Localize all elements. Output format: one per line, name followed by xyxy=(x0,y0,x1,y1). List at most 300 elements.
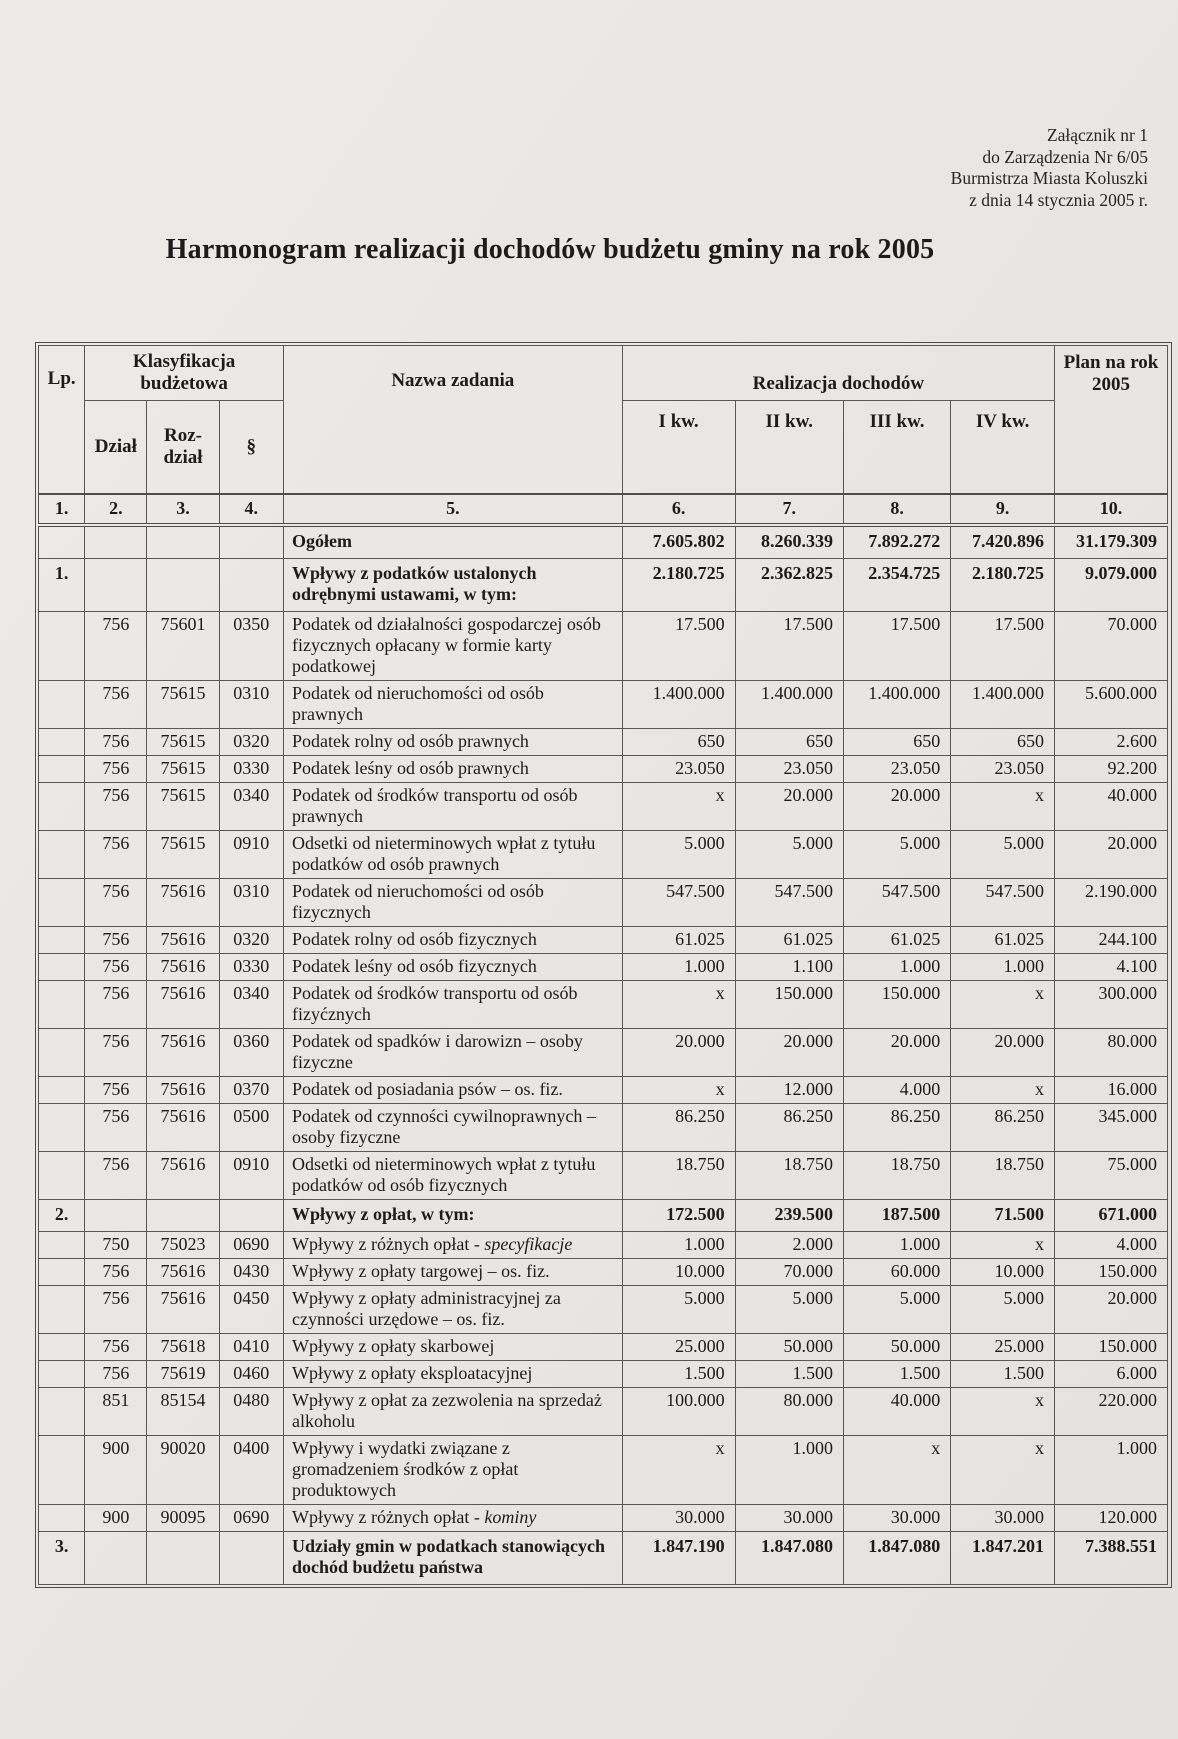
cell-rozdzial: 75616 xyxy=(147,927,219,954)
cell-lp xyxy=(39,681,85,729)
cell-value-q2: 17.500 xyxy=(735,612,843,681)
col-header-plan: Plan na rok 2005 xyxy=(1055,346,1168,495)
cell-value-q2: 86.250 xyxy=(735,1104,843,1152)
task-name-text: Wpływy z opłaty administracyjnej za czynności urzędowe – os. fiz. xyxy=(291,1288,561,1329)
cell-dzial xyxy=(85,1200,147,1232)
cell-task-name xyxy=(283,525,622,559)
task-name-text: Podatek rolny od osób fizycznych xyxy=(291,929,537,949)
cell-value-q2: 150.000 xyxy=(735,981,843,1029)
cell-value-q2: 20.000 xyxy=(735,1029,843,1077)
cell-value-q3: 86.250 xyxy=(843,1104,950,1152)
cell-task-name xyxy=(283,559,622,612)
cell-rozdzial: 75616 xyxy=(147,1104,219,1152)
cell-rozdzial: 75616 xyxy=(147,879,219,927)
cell-value-q2: 239.500 xyxy=(735,1200,843,1232)
col-header-q3: III kw. xyxy=(843,401,950,495)
cell-value-q2: 8.260.339 xyxy=(735,525,843,559)
cell-value-plan: 244.100 xyxy=(1055,927,1168,954)
cell-task-name xyxy=(283,681,622,729)
cell-dzial: 750 xyxy=(85,1232,147,1259)
budget-table-frame xyxy=(35,342,1172,1588)
cell-value-q3: 547.500 xyxy=(843,879,950,927)
cell-paragraf: 0910 xyxy=(219,831,283,879)
cell-value-q3: 1.847.080 xyxy=(843,1532,950,1585)
cell-value-q2: 20.000 xyxy=(735,783,843,831)
cell-value-q3: 50.000 xyxy=(843,1334,950,1361)
cell-rozdzial: 90020 xyxy=(147,1436,219,1505)
cell-value-plan: 7.388.551 xyxy=(1055,1532,1168,1585)
cell-value-q1: 100.000 xyxy=(622,1388,735,1436)
table-row xyxy=(39,1334,1168,1361)
cell-value-plan: 9.079.000 xyxy=(1055,559,1168,612)
cell-value-plan: 671.000 xyxy=(1055,1200,1168,1232)
cell-dzial: 756 xyxy=(85,783,147,831)
table-row xyxy=(39,681,1168,729)
table-row xyxy=(39,612,1168,681)
cell-value-q1: 7.605.802 xyxy=(622,525,735,559)
cell-task-name xyxy=(283,1104,622,1152)
column-number: 9. xyxy=(951,494,1055,525)
cell-value-q4: x xyxy=(951,981,1055,1029)
cell-value-q3: 650 xyxy=(843,729,950,756)
cell-rozdzial: 75619 xyxy=(147,1361,219,1388)
cell-rozdzial xyxy=(147,525,219,559)
col-header-nazwa-zadania: Nazwa zadania xyxy=(283,346,622,495)
cell-value-q1: 20.000 xyxy=(622,1029,735,1077)
cell-value-q4: x xyxy=(951,1388,1055,1436)
cell-value-q3: 150.000 xyxy=(843,981,950,1029)
cell-lp xyxy=(39,1232,85,1259)
cell-rozdzial: 75616 xyxy=(147,1152,219,1200)
cell-dzial: 900 xyxy=(85,1436,147,1505)
cell-task-name xyxy=(283,879,622,927)
table-row xyxy=(39,879,1168,927)
cell-value-q2: 70.000 xyxy=(735,1259,843,1286)
task-name-text: Podatek od nieruchomości od osób prawnych xyxy=(291,683,544,724)
cell-rozdzial: 75615 xyxy=(147,756,219,783)
task-name-text: Wpływy z opłaty targowej – os. fiz. xyxy=(291,1261,550,1281)
cell-value-q3: 60.000 xyxy=(843,1259,950,1286)
table-row xyxy=(39,1077,1168,1104)
task-name-text: Wpływy i wydatki związane z gromadzeniem środków z opłat produktowych xyxy=(291,1438,519,1500)
cell-lp xyxy=(39,1259,85,1286)
task-name-text: Wpływy z różnych opłat - xyxy=(291,1234,485,1254)
cell-paragraf: 0400 xyxy=(219,1436,283,1505)
cell-value-q1: 18.750 xyxy=(622,1152,735,1200)
cell-lp xyxy=(39,525,85,559)
cell-value-q3: 23.050 xyxy=(843,756,950,783)
cell-value-q1: 1.000 xyxy=(622,954,735,981)
col-header-paragraf: § xyxy=(219,401,283,495)
cell-task-name xyxy=(283,927,622,954)
cell-dzial: 756 xyxy=(85,1259,147,1286)
cell-task-name xyxy=(283,1286,622,1334)
cell-rozdzial: 75023 xyxy=(147,1232,219,1259)
cell-value-q3: 1.000 xyxy=(843,1232,950,1259)
cell-dzial xyxy=(85,1532,147,1585)
cell-paragraf: 0370 xyxy=(219,1077,283,1104)
section-row xyxy=(39,559,1168,612)
cell-value-q4: x xyxy=(951,1232,1055,1259)
task-name-italic: kominy xyxy=(484,1507,537,1527)
task-name-text: Podatek od czynności cywilnoprawnych – osoby fizyczne xyxy=(291,1106,596,1147)
cell-value-q2: 61.025 xyxy=(735,927,843,954)
cell-lp xyxy=(39,1388,85,1436)
cell-paragraf: 0500 xyxy=(219,1104,283,1152)
cell-value-q2: 18.750 xyxy=(735,1152,843,1200)
cell-value-q4: x xyxy=(951,1436,1055,1505)
cell-value-plan: 75.000 xyxy=(1055,1152,1168,1200)
cell-paragraf xyxy=(219,1532,283,1585)
cell-value-plan: 150.000 xyxy=(1055,1334,1168,1361)
cell-task-name xyxy=(283,1334,622,1361)
cell-lp xyxy=(39,981,85,1029)
cell-value-q4: 30.000 xyxy=(951,1505,1055,1532)
cell-value-plan: 16.000 xyxy=(1055,1077,1168,1104)
cell-lp xyxy=(39,1104,85,1152)
cell-dzial: 756 xyxy=(85,1361,147,1388)
task-name-text: Wpływy z opłat, w tym: xyxy=(291,1204,475,1224)
table-row xyxy=(39,1152,1168,1200)
cell-paragraf: 0340 xyxy=(219,783,283,831)
cell-value-q2: 547.500 xyxy=(735,879,843,927)
column-number: 1. xyxy=(39,494,85,525)
document-title: Harmonogram realizacji dochodów budżetu gminy na rok 2005 xyxy=(165,234,935,265)
cell-value-plan: 150.000 xyxy=(1055,1259,1168,1286)
cell-value-plan: 300.000 xyxy=(1055,981,1168,1029)
task-name-text: Podatek leśny od osób prawnych xyxy=(291,758,529,778)
cell-paragraf: 0690 xyxy=(219,1232,283,1259)
cell-lp: 1. xyxy=(39,559,85,612)
cell-task-name xyxy=(283,1077,622,1104)
total-row xyxy=(39,525,1168,559)
cell-value-q3: 1.000 xyxy=(843,954,950,981)
cell-lp xyxy=(39,879,85,927)
col-header-dzial: Dział xyxy=(85,401,147,495)
cell-dzial: 756 xyxy=(85,612,147,681)
cell-dzial: 756 xyxy=(85,927,147,954)
table-row xyxy=(39,954,1168,981)
cell-dzial: 756 xyxy=(85,1334,147,1361)
cell-dzial: 756 xyxy=(85,831,147,879)
cell-value-q4: 23.050 xyxy=(951,756,1055,783)
cell-dzial: 756 xyxy=(85,1077,147,1104)
table-row xyxy=(39,1286,1168,1334)
cell-rozdzial xyxy=(147,559,219,612)
cell-value-q4: 10.000 xyxy=(951,1259,1055,1286)
cell-value-plan: 31.179.309 xyxy=(1055,525,1168,559)
cell-dzial xyxy=(85,525,147,559)
cell-dzial: 756 xyxy=(85,756,147,783)
cell-paragraf: 0330 xyxy=(219,756,283,783)
cell-value-q1: 1.847.190 xyxy=(622,1532,735,1585)
cell-value-q1: 1.500 xyxy=(622,1361,735,1388)
task-name-text: Podatek leśny od osób fizycznych xyxy=(291,956,537,976)
cell-paragraf: 0460 xyxy=(219,1361,283,1388)
cell-value-plan: 2.190.000 xyxy=(1055,879,1168,927)
table-row xyxy=(39,783,1168,831)
cell-rozdzial: 75616 xyxy=(147,954,219,981)
cell-value-q2: 1.400.000 xyxy=(735,681,843,729)
table-row xyxy=(39,831,1168,879)
cell-value-q2: 80.000 xyxy=(735,1388,843,1436)
column-number: 7. xyxy=(735,494,843,525)
cell-dzial: 851 xyxy=(85,1388,147,1436)
col-header-lp: Lp. xyxy=(39,346,85,495)
cell-lp xyxy=(39,783,85,831)
cell-paragraf: 0450 xyxy=(219,1286,283,1334)
table-row xyxy=(39,981,1168,1029)
cell-value-q1: 2.180.725 xyxy=(622,559,735,612)
cell-paragraf: 0340 xyxy=(219,981,283,1029)
cell-value-q2: 5.000 xyxy=(735,1286,843,1334)
cell-value-q4: 86.250 xyxy=(951,1104,1055,1152)
column-number: 6. xyxy=(622,494,735,525)
cell-task-name xyxy=(283,729,622,756)
column-numbers-row xyxy=(39,494,1168,525)
cell-task-name xyxy=(283,1361,622,1388)
table-row xyxy=(39,1104,1168,1152)
column-number: 10. xyxy=(1055,494,1168,525)
task-name-text: Podatek od środków transportu od osób prawnych xyxy=(291,785,578,826)
cell-value-q4: 61.025 xyxy=(951,927,1055,954)
cell-rozdzial: 75615 xyxy=(147,681,219,729)
cell-value-q4: 1.000 xyxy=(951,954,1055,981)
cell-rozdzial: 75616 xyxy=(147,981,219,1029)
cell-dzial: 900 xyxy=(85,1505,147,1532)
cell-task-name xyxy=(283,1388,622,1436)
table-row xyxy=(39,1436,1168,1505)
cell-value-q3: 40.000 xyxy=(843,1388,950,1436)
cell-paragraf: 0310 xyxy=(219,681,283,729)
cell-value-q1: x xyxy=(622,783,735,831)
task-name-text: Odsetki od nieterminowych wpłat z tytułu podatków od osób fizycznych xyxy=(291,1154,596,1195)
cell-value-plan: 70.000 xyxy=(1055,612,1168,681)
cell-value-q3: 61.025 xyxy=(843,927,950,954)
cell-value-q1: 5.000 xyxy=(622,831,735,879)
task-name-text: Wpływy z podatków ustalonych odrębnymi ustawami, w tym: xyxy=(291,563,537,604)
cell-value-q1: 86.250 xyxy=(622,1104,735,1152)
table-row xyxy=(39,729,1168,756)
cell-rozdzial: 90095 xyxy=(147,1505,219,1532)
cell-rozdzial xyxy=(147,1532,219,1585)
section-row xyxy=(39,1532,1168,1585)
cell-task-name xyxy=(283,954,622,981)
cell-value-q2: 2.000 xyxy=(735,1232,843,1259)
column-number: 2. xyxy=(85,494,147,525)
cell-value-q4: 1.847.201 xyxy=(951,1532,1055,1585)
cell-value-plan: 40.000 xyxy=(1055,783,1168,831)
task-name-text: Udziały gmin w podatkach stanowiących dochód budżetu państwa xyxy=(291,1536,605,1577)
cell-paragraf: 0330 xyxy=(219,954,283,981)
note-line-1: Załącznik nr 1 xyxy=(1046,125,1148,145)
cell-value-q2: 1.847.080 xyxy=(735,1532,843,1585)
cell-value-plan: 220.000 xyxy=(1055,1388,1168,1436)
cell-value-plan: 20.000 xyxy=(1055,1286,1168,1334)
cell-value-q3: 5.000 xyxy=(843,831,950,879)
cell-value-q1: 23.050 xyxy=(622,756,735,783)
table-row xyxy=(39,1232,1168,1259)
cell-value-q1: 650 xyxy=(622,729,735,756)
cell-value-plan: 120.000 xyxy=(1055,1505,1168,1532)
cell-value-q2: 12.000 xyxy=(735,1077,843,1104)
cell-paragraf xyxy=(219,525,283,559)
cell-rozdzial: 75601 xyxy=(147,612,219,681)
cell-value-q1: x xyxy=(622,981,735,1029)
cell-value-q4: 7.420.896 xyxy=(951,525,1055,559)
task-name-text: Podatek od działalności gospodarczej osób fizycznych opłacany w formie karty podatkowej xyxy=(291,614,601,676)
cell-task-name xyxy=(283,1532,622,1585)
cell-value-q4: 20.000 xyxy=(951,1029,1055,1077)
table-row xyxy=(39,1259,1168,1286)
cell-value-q3: 20.000 xyxy=(843,783,950,831)
cell-value-plan: 345.000 xyxy=(1055,1104,1168,1152)
cell-rozdzial: 75616 xyxy=(147,1029,219,1077)
harmonogram-table xyxy=(38,345,1168,1585)
cell-value-plan: 1.000 xyxy=(1055,1436,1168,1505)
cell-value-q4: x xyxy=(951,1077,1055,1104)
cell-value-q3: 1.400.000 xyxy=(843,681,950,729)
cell-paragraf: 0690 xyxy=(219,1505,283,1532)
cell-task-name xyxy=(283,1200,622,1232)
cell-value-q3: x xyxy=(843,1436,950,1505)
cell-task-name xyxy=(283,612,622,681)
cell-task-name xyxy=(283,1505,622,1532)
col-header-klasyfikacja: Klasyfikacja budżetowa xyxy=(85,346,284,401)
cell-value-plan: 80.000 xyxy=(1055,1029,1168,1077)
table-row xyxy=(39,1029,1168,1077)
cell-paragraf: 0360 xyxy=(219,1029,283,1077)
cell-rozdzial xyxy=(147,1200,219,1232)
cell-lp xyxy=(39,831,85,879)
task-name-text: Wpływy z różnych opłat - xyxy=(291,1507,485,1527)
cell-value-plan: 5.600.000 xyxy=(1055,681,1168,729)
cell-value-q1: 1.000 xyxy=(622,1232,735,1259)
cell-value-q4: 17.500 xyxy=(951,612,1055,681)
table-row xyxy=(39,1388,1168,1436)
cell-value-q2: 650 xyxy=(735,729,843,756)
table-row xyxy=(39,927,1168,954)
column-number: 8. xyxy=(843,494,950,525)
cell-lp xyxy=(39,927,85,954)
cell-task-name xyxy=(283,783,622,831)
cell-lp xyxy=(39,1436,85,1505)
cell-value-q2: 30.000 xyxy=(735,1505,843,1532)
cell-lp xyxy=(39,729,85,756)
cell-value-q2: 2.362.825 xyxy=(735,559,843,612)
cell-value-q2: 1.500 xyxy=(735,1361,843,1388)
cell-lp: 2. xyxy=(39,1200,85,1232)
task-name-text: Wpływy z opłaty eksploatacyjnej xyxy=(291,1363,533,1383)
cell-value-q3: 1.500 xyxy=(843,1361,950,1388)
cell-rozdzial: 75618 xyxy=(147,1334,219,1361)
cell-dzial: 756 xyxy=(85,1152,147,1200)
col-header-rozdzial: Roz-dział xyxy=(147,401,219,495)
cell-value-q4: 1.400.000 xyxy=(951,681,1055,729)
cell-lp xyxy=(39,1029,85,1077)
cell-task-name xyxy=(283,1259,622,1286)
task-name-text: Wpływy z opłat za zezwolenia na sprzedaż alkoholu xyxy=(291,1390,602,1431)
task-name-text: Podatek rolny od osób prawnych xyxy=(291,731,529,751)
cell-value-q3: 187.500 xyxy=(843,1200,950,1232)
cell-lp: 3. xyxy=(39,1532,85,1585)
cell-rozdzial: 85154 xyxy=(147,1388,219,1436)
column-number: 3. xyxy=(147,494,219,525)
cell-dzial: 756 xyxy=(85,879,147,927)
cell-value-q3: 17.500 xyxy=(843,612,950,681)
cell-value-q1: 61.025 xyxy=(622,927,735,954)
cell-value-q2: 1.000 xyxy=(735,1436,843,1505)
section-row xyxy=(39,1200,1168,1232)
cell-paragraf: 0910 xyxy=(219,1152,283,1200)
cell-dzial: 756 xyxy=(85,729,147,756)
cell-value-q4: 71.500 xyxy=(951,1200,1055,1232)
cell-task-name xyxy=(283,1436,622,1505)
table-row xyxy=(39,1361,1168,1388)
cell-lp xyxy=(39,954,85,981)
cell-value-plan: 4.100 xyxy=(1055,954,1168,981)
cell-paragraf xyxy=(219,1200,283,1232)
cell-task-name xyxy=(283,1029,622,1077)
cell-paragraf: 0310 xyxy=(219,879,283,927)
cell-lp xyxy=(39,1505,85,1532)
col-header-q4: IV kw. xyxy=(951,401,1055,495)
note-line-3: Burmistrza Miasta Koluszki xyxy=(950,168,1148,188)
cell-value-plan: 4.000 xyxy=(1055,1232,1168,1259)
cell-rozdzial: 75615 xyxy=(147,729,219,756)
cell-value-q4: 5.000 xyxy=(951,831,1055,879)
task-name-text: Podatek od posiadania psów – os. fiz. xyxy=(291,1079,563,1099)
cell-value-q1: 30.000 xyxy=(622,1505,735,1532)
cell-value-q3: 18.750 xyxy=(843,1152,950,1200)
cell-value-q4: x xyxy=(951,783,1055,831)
task-name-text: Podatek od nieruchomości od osób fizycznych xyxy=(291,881,544,922)
cell-value-q3: 20.000 xyxy=(843,1029,950,1077)
task-name-text: Podatek od spadków i darowizn – osoby fizyczne xyxy=(291,1031,583,1072)
cell-paragraf: 0480 xyxy=(219,1388,283,1436)
note-line-2: do Zarządzenia Nr 6/05 xyxy=(982,146,1148,167)
table-row xyxy=(39,756,1168,783)
cell-value-q1: 172.500 xyxy=(622,1200,735,1232)
cell-value-q1: 10.000 xyxy=(622,1259,735,1286)
task-name-text: Wpływy z opłaty skarbowej xyxy=(291,1336,495,1356)
cell-rozdzial: 75616 xyxy=(147,1286,219,1334)
cell-dzial: 756 xyxy=(85,681,147,729)
cell-lp xyxy=(39,1152,85,1200)
cell-paragraf: 0320 xyxy=(219,927,283,954)
cell-value-q1: 547.500 xyxy=(622,879,735,927)
cell-dzial xyxy=(85,559,147,612)
cell-rozdzial: 75616 xyxy=(147,1259,219,1286)
cell-lp xyxy=(39,1361,85,1388)
cell-rozdzial: 75616 xyxy=(147,1077,219,1104)
cell-value-q1: x xyxy=(622,1436,735,1505)
cell-value-q2: 50.000 xyxy=(735,1334,843,1361)
cell-value-q3: 30.000 xyxy=(843,1505,950,1532)
cell-value-q2: 23.050 xyxy=(735,756,843,783)
table-row xyxy=(39,1505,1168,1532)
cell-value-q4: 5.000 xyxy=(951,1286,1055,1334)
cell-paragraf: 0430 xyxy=(219,1259,283,1286)
cell-rozdzial: 75615 xyxy=(147,783,219,831)
header-row-main xyxy=(39,346,1168,401)
cell-lp xyxy=(39,1077,85,1104)
cell-value-q1: 1.400.000 xyxy=(622,681,735,729)
cell-paragraf: 0320 xyxy=(219,729,283,756)
cell-value-q4: 1.500 xyxy=(951,1361,1055,1388)
note-line-4: z dnia 14 stycznia 2005 r. xyxy=(969,189,1148,210)
cell-task-name xyxy=(283,1232,622,1259)
